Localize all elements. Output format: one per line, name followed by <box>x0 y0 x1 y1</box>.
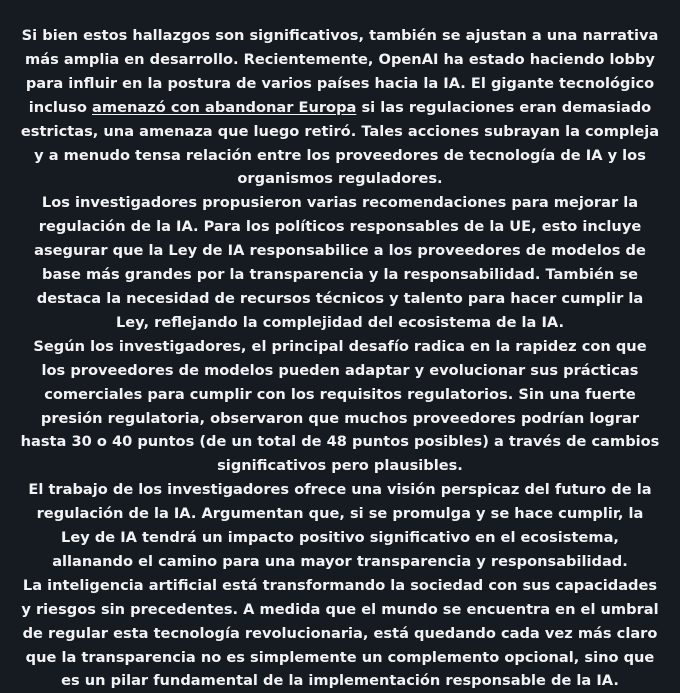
paragraph-text: Si bien estos hallazgos son significativos, también se ajustan a una narrativa más amplia en desarrollo. Recientemente, OpenAI ha estado haciendo lobby para influir en la postura de varios países hacia la IA. El gigante tecnológico incluso <box>21 27 659 116</box>
paragraph-main-challenge: Según los investigadores, el principal desafío radica en la rapidez con que los proveedores de modelos pueden adaptar y evolucionar sus prácticas comerciales para cumplir con los requisitos regulatorios. Sin una fuerte presión regulatoria, observaron que muchos proveedores podrían lograr hasta 30 o 40 puntos (de un total de 48 puntos posibles) a través de cambios significativos pero plausibles. <box>20 337 660 475</box>
paragraph-text: si las regulaciones eran demasiado estrictas, una amenaza que luego retiró. Tales acciones subrayan la compleja y a menudo tensa relación entre los proveedores de tecnología de IA y los organismos reguladores. <box>20 98 660 188</box>
paragraph-recommendations: Los investigadores propusieron varias recomendaciones para mejorar la regulación de la IA. Para los políticos responsables de la UE, esto incluye asegurar que la Ley de IA responsabilice a los proveedores de modelos de base más grandes por la transparencia y la responsabilidad. También se destaca la necesidad de recursos técnicos y talento para hacer cumplir la Ley, reflejando la complejidad del ecosistema de la IA. <box>34 194 646 331</box>
paragraph-openai-lobbying <box>20 24 660 191</box>
paragraph-conclusion: La inteligencia artificial está transformando la sociedad con sus capacidades y riesgos sin precedentes. A medida que el mundo se encuentra en el umbral de regular esta tecnología revolucionaria, está quedando cada vez más claro que la transparencia no es simplemente un complemento opcional, sino que es un pilar fundamental de la implementación responsable de la IA. <box>21 576 659 690</box>
abandon-europe-link[interactable]: amenazó con abandonar Europa <box>92 98 357 116</box>
paragraph-future-regulation: El trabajo de los investigadores ofrece una visión perspicaz del futuro de la regulación de la IA. Argumentan que, si se promulga y se hace cumplir, la Ley de IA tendrá un impacto positivo significativo en el ecosistema, allanando el camino para una mayor transparencia y responsabilidad. <box>28 481 652 570</box>
